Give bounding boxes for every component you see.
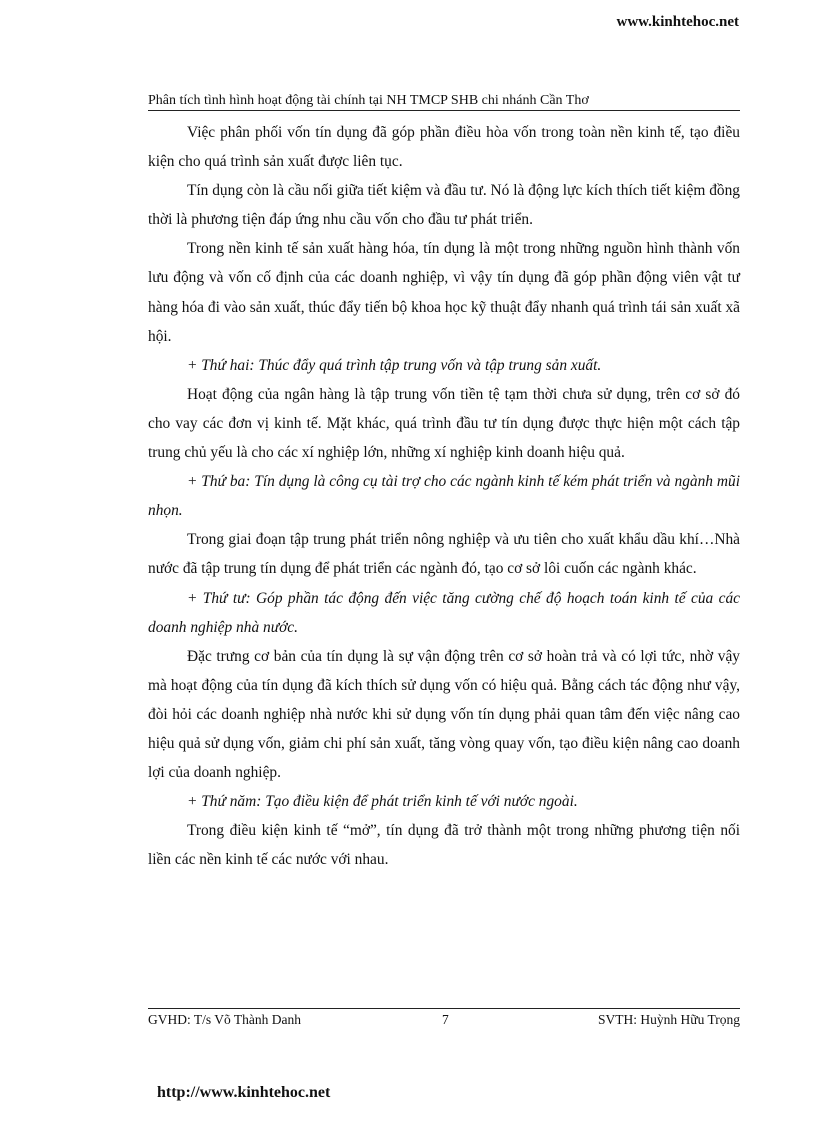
site-url-bottom[interactable]: http://www.kinhtehoc.net (157, 1084, 331, 1101)
subheading: + Thứ năm: Tạo điều kiện để phát triển kinh tế với nước ngoài. (187, 793, 578, 811)
subheading: + Thứ hai: Thúc đẩy quá trình tập trung vốn và tập trung sản xuất. (187, 356, 602, 374)
paragraph: Việc phân phối vốn tín dụng đã góp phần điều hòa vốn trong toàn nền kinh tế, tạo điều kiện cho quá trình sản xuất được liên tục. (148, 124, 740, 171)
document-body (148, 118, 740, 874)
page-number: 7 (442, 1012, 449, 1027)
paragraph: Hoạt động của ngân hàng là tập trung vốn tiền tệ tạm thời chưa sử dụng, trên cơ sở đó cho vay các đơn vị kinh tế. Mặt khác, quá trình đầu tư tín dụng được thực hiện một cách tập trung chủ yếu là cho các xí nghiệp lớn, những xí nghiệp kinh doanh hiệu quả. (148, 385, 740, 462)
footer-student: SVTH: Huỳnh Hữu Trọng (598, 1012, 740, 1027)
running-header: Phân tích tình hình hoạt động tài chính tại NH TMCP SHB chi nhánh Cần Thơ (148, 93, 740, 111)
site-url-top[interactable]: www.kinhtehoc.net (616, 14, 739, 30)
paragraph: Trong nền kinh tế sản xuất hàng hóa, tín dụng là một trong những nguồn hình thành vốn lưu động và vốn cố định của các doanh nghiệp, vì vậy tín dụng đã góp phần động viên vật tư hàng hóa đi vào sản xuất, thúc đẩy tiến bộ khoa học kỹ thuật đẩy nhanh quá trình tái sản xuất xã hội. (148, 240, 740, 345)
paragraph: Tín dụng còn là cầu nối giữa tiết kiệm và đầu tư. Nó là động lực kích thích tiết kiệm đồng thời là phương tiện đáp ứng nhu cầu vốn cho đầu tư phát triển. (148, 182, 740, 229)
subheading: + Thứ ba: Tín dụng là công cụ tài trợ cho các ngành kinh tế kém phát triển và ngành mũi nhọn. (148, 473, 740, 520)
subheading: + Thứ tư: Góp phần tác động đến việc tăng cường chế độ hoạch toán kinh tế của các doanh nghiệp nhà nước. (148, 589, 740, 636)
footer-advisor: GVHD: T/s Võ Thành Danh (148, 1012, 301, 1027)
page-footer (148, 1012, 740, 1028)
paragraph: Đặc trưng cơ bản của tín dụng là sự vận động trên cơ sở hoàn trả và có lợi tức, nhờ vậy mà hoạt động của tín dụng đã kích thích sử dụng vốn có hiệu quả. Bằng cách tác động như vậy, đòi hỏi các doanh nghiệp nhà nước khi sử dụng vốn tín dụng phải quan tâm đến việc nâng cao hiệu quả sử dụng vốn, giảm chi phí sản xuất, tăng vòng quay vốn, tạo điều kiện nâng cao doanh lợi của doanh nghiệp. (148, 647, 740, 782)
footer-divider (148, 1008, 740, 1009)
paragraph: Trong giai đoạn tập trung phát triển nông nghiệp và ưu tiên cho xuất khẩu dầu khí…Nhà nước đã tập trung tín dụng để phát triển các ngành đó, tạo cơ sở lôi cuốn các ngành khác. (148, 531, 740, 578)
paragraph: Trong điều kiện kinh tế “mở”, tín dụng đã trở thành một trong những phương tiện nối liền các nền kinh tế các nước với nhau. (148, 822, 740, 869)
